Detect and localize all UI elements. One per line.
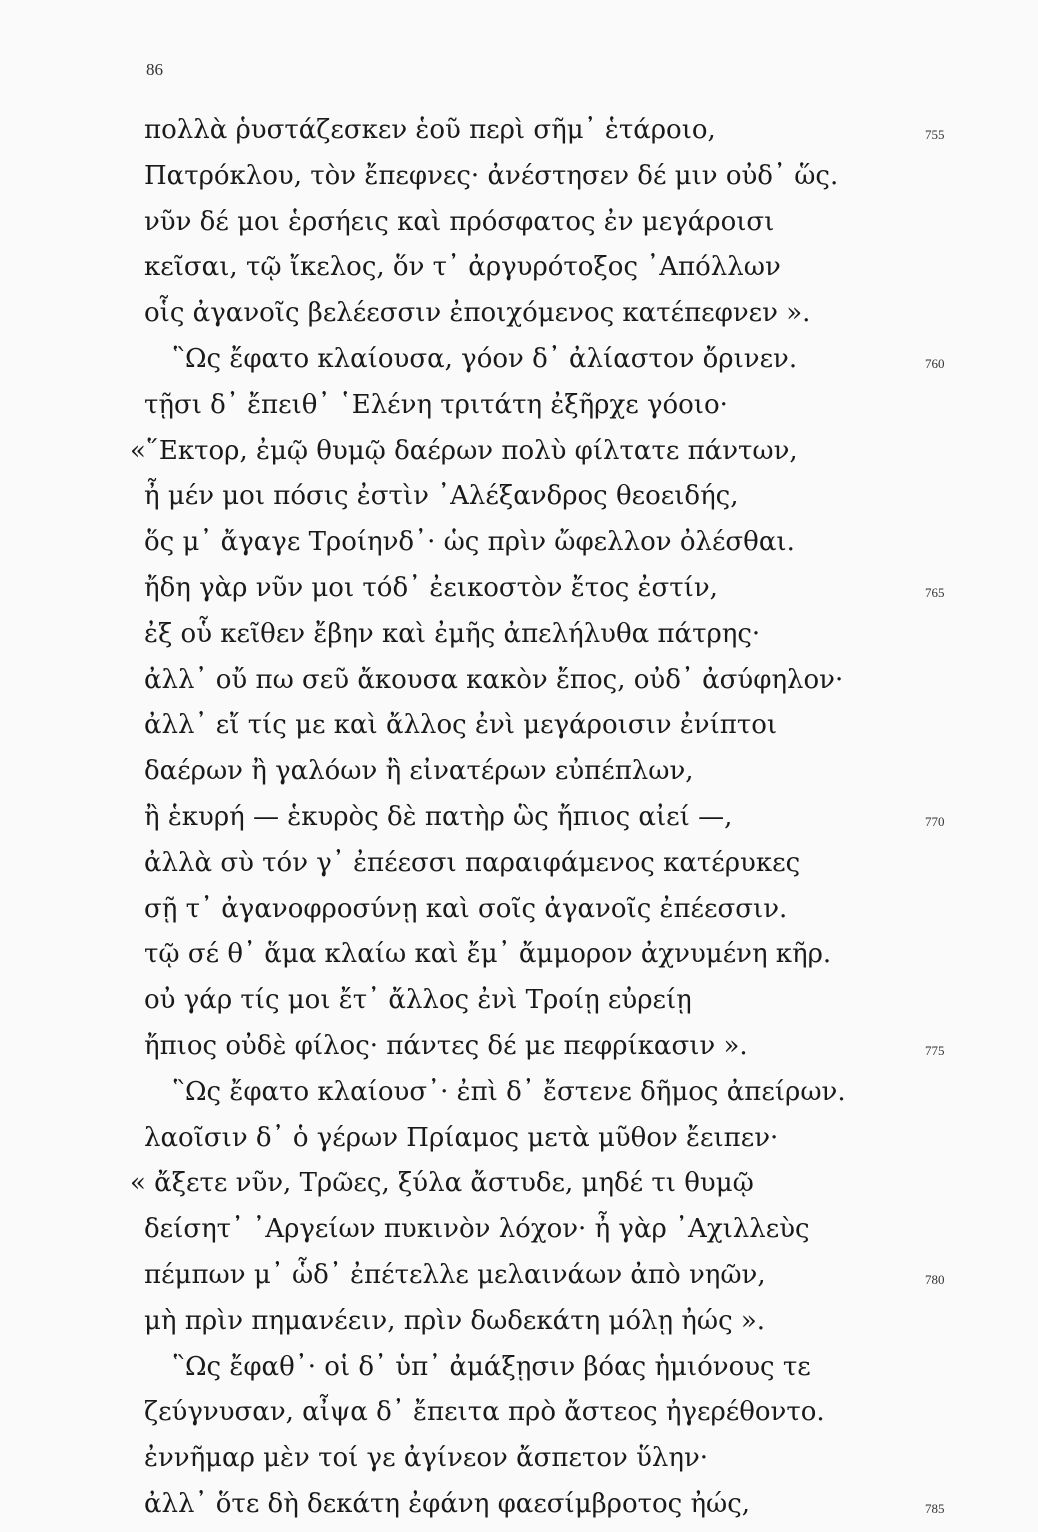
verse-line-text: πολλὰ ῥυστάζεσκεν ἑοῦ περὶ σῆμ᾽ ἑτάροιο, bbox=[144, 115, 716, 145]
verse-line bbox=[0, 612, 1038, 658]
verse-line bbox=[0, 337, 1038, 383]
verse-line bbox=[0, 520, 1038, 566]
verse-line-text: τῇσι δ᾽ ἔπειθ᾽ ῾Ελένη τριτάτη ἐξῆρχε γόοιο· bbox=[144, 389, 728, 420]
verse-line-text: οἷς ἀγανοῖς βελέεσσιν ἐποιχόμενος κατέπεφνεν ». bbox=[144, 298, 811, 329]
verse-line-text: « ἄξετε νῦν, Τρῶες, ξύλα ἄστυδε, μηδέ τι θυμῷ bbox=[130, 1168, 754, 1199]
verse-line bbox=[0, 703, 1038, 749]
verse-line bbox=[0, 1436, 1038, 1482]
verse-line-text: ἀλλ᾽ οὔ πω σεῦ ἄκουσα κακὸν ἔπος, οὐδ᾽ ἀσύφηλον· bbox=[144, 664, 844, 695]
verse-line bbox=[0, 566, 1038, 612]
verse-line-text: ὅς μ᾽ ἄγαγε Τροίηνδ᾽· ὡς πρὶν ὤφελλον ὀλέσθαι. bbox=[144, 527, 795, 558]
verse-line-text: «῞Εκτορ, ἐμῷ θυμῷ δαέρων πολὺ φίλτατε πάντων, bbox=[130, 435, 798, 466]
verse-line bbox=[0, 795, 1038, 841]
verse-line-text: οὐ γάρ τίς μοι ἔτ᾽ ἄλλος ἐνὶ Τροίῃ εὐρείῃ bbox=[144, 985, 692, 1016]
verse-line-text: σῇ τ᾽ ἀγανοφροσύνῃ καὶ σοῖς ἀγανοῖς ἐπέεσσιν. bbox=[144, 893, 788, 924]
verse-line-text: μὴ πρὶν πημανέειν, πρὶν δωδεκάτη μόλῃ ἠώς ». bbox=[144, 1305, 766, 1336]
verse-line-number: 775 bbox=[925, 1042, 945, 1058]
verse-line-number: 755 bbox=[925, 127, 945, 142]
verse-line-text: πέμπων μ᾽ ὧδ᾽ ἐπέτελλε μελαινάων ἀπὸ νηῶν, bbox=[144, 1259, 766, 1290]
verse-line bbox=[0, 841, 1038, 887]
verse-line bbox=[0, 1299, 1038, 1345]
verse-line-text: ἐννῆμαρ μὲν τοί γε ἀγίνεον ἄσπετον ὕλην· bbox=[144, 1443, 709, 1474]
verse-line-text: δείσητ᾽ ᾽Αργείων πυκινὸν λόχον· ἦ γὰρ ᾽Αχιλλεὺς bbox=[144, 1214, 810, 1245]
verse-line-text: ἐξ οὗ κεῖθεν ἔβην καὶ ἐμῆς ἀπελήλυθα πάτρης· bbox=[144, 618, 761, 649]
verse-line bbox=[0, 383, 1038, 429]
verse-line bbox=[0, 429, 1038, 475]
verse-line bbox=[0, 1207, 1038, 1253]
verse-line-text: Πατρόκλου, τὸν ἔπεφνες· ἀνέστησεν δέ μιν οὐδ᾽ ὥς. bbox=[144, 160, 839, 191]
verse-line bbox=[0, 245, 1038, 291]
verse-line bbox=[0, 1482, 1038, 1528]
verse-line bbox=[0, 932, 1038, 978]
verse-line bbox=[0, 1253, 1038, 1299]
verse-line-text: ἀλλὰ σὺ τόν γ᾽ ἐπέεσσι παραιφάμενος κατέρυκες bbox=[144, 847, 801, 878]
verse-line bbox=[0, 978, 1038, 1024]
verse-line bbox=[0, 749, 1038, 795]
verse-line-number: 780 bbox=[925, 1271, 945, 1287]
verse-line-number: 785 bbox=[925, 1500, 945, 1516]
verse-line-text: ῝Ως ἔφατο κλαίουσα, γόον δ᾽ ἀλίαστον ὄρινεν. bbox=[172, 343, 798, 374]
verse-line-text: ἀλλ᾽ ὅτε δὴ δεκάτη ἐφάνη φαεσίμβροτος ἠώς, bbox=[144, 1488, 751, 1519]
verse-line-text: ἢ ἑκυρή — ἑκυρὸς δὲ πατὴρ ὣς ἤπιος αἰεί —, bbox=[144, 801, 733, 832]
verse-line bbox=[0, 108, 1038, 154]
poem-text bbox=[0, 108, 1038, 1528]
verse-line-text: ῝Ως ἔφατο κλαίουσ᾽· ἐπὶ δ᾽ ἔστενε δῆμος ἀπείρων. bbox=[172, 1076, 846, 1107]
verse-line-text: κεῖσαι, τῷ ἴκελος, ὅν τ᾽ ἀργυρότοξος ᾽Απόλλων bbox=[144, 252, 781, 283]
verse-line-text: ἀλλ᾽ εἴ τίς με καὶ ἄλλος ἐνὶ μεγάροισιν ἐνίπτοι bbox=[144, 710, 778, 741]
verse-line bbox=[0, 1070, 1038, 1116]
verse-line-number: 770 bbox=[925, 813, 945, 829]
verse-line-text: ἦ μέν μοι πόσις ἐστὶν ᾽Αλέξανδρος θεοειδής, bbox=[144, 481, 739, 512]
verse-line bbox=[0, 291, 1038, 337]
verse-line bbox=[0, 154, 1038, 200]
verse-line bbox=[0, 1345, 1038, 1391]
verse-line-number: 765 bbox=[925, 584, 945, 600]
verse-line bbox=[0, 1390, 1038, 1436]
verse-line bbox=[0, 1161, 1038, 1207]
verse-line-text: δαέρων ἢ γαλόων ἢ εἰνατέρων εὐπέπλων, bbox=[144, 756, 694, 787]
verse-line bbox=[0, 474, 1038, 520]
page-number: 86 bbox=[146, 60, 163, 79]
verse-line-text: τῷ σέ θ᾽ ἅμα κλαίω καὶ ἔμ᾽ ἄμμορον ἀχνυμένη κῆρ. bbox=[144, 939, 832, 970]
verse-line bbox=[0, 1024, 1038, 1070]
verse-line bbox=[0, 887, 1038, 933]
verse-line-text: ζεύγνυσαν, αἶψα δ᾽ ἔπειτα πρὸ ἄστεος ἠγερέθοντο. bbox=[144, 1397, 825, 1428]
verse-line-text: ῝Ως ἔφαθ᾽· οἱ δ᾽ ὑπ᾽ ἀμάξῃσιν βόας ἡμιόνους τε bbox=[172, 1351, 811, 1382]
verse-line-number: 760 bbox=[925, 355, 945, 371]
verse-line bbox=[0, 658, 1038, 704]
verse-line-text: νῦν δέ μοι ἑρσήεις καὶ πρόσφατος ἐν μεγάροισι bbox=[144, 206, 775, 237]
verse-line-text: ἤδη γὰρ νῦν μοι τόδ᾽ ἐεικοστὸν ἔτος ἐστίν, bbox=[144, 572, 718, 603]
verse-line bbox=[0, 1116, 1038, 1162]
verse-line-text: ἤπιος οὐδὲ φίλος· πάντες δέ με πεφρίκασιν ». bbox=[144, 1030, 748, 1061]
verse-line-text: λαοῖσιν δ᾽ ὁ γέρων Πρίαμος μετὰ μῦθον ἔειπεν· bbox=[144, 1122, 779, 1153]
verse-line bbox=[0, 200, 1038, 246]
